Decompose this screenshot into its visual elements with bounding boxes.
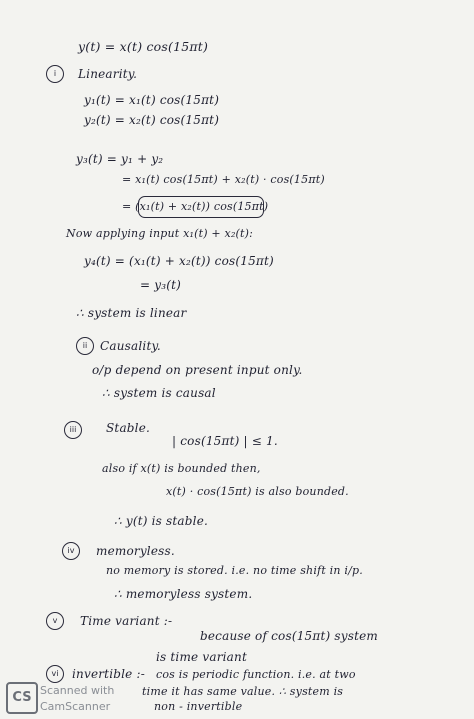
time-variant-heading: Time variant :- bbox=[80, 614, 173, 628]
stability-line-1: | cos(15πt) | ≤ 1. bbox=[172, 434, 278, 448]
linearity-line-2: y₂(t) = x₂(t) cos(15πt) bbox=[84, 113, 220, 127]
causality-line-1: o/p depend on present input only. bbox=[92, 363, 303, 377]
linearity-conclusion: ∴ system is linear bbox=[76, 306, 187, 320]
stability-heading: Stable. bbox=[106, 421, 151, 435]
linearity-line-8: = y₃(t) bbox=[140, 278, 182, 292]
memoryless-line-1: no memory is stored. i.e. no time shift in i/p. bbox=[106, 564, 363, 577]
invertible-line-3: non - invertible bbox=[154, 700, 243, 713]
stability-line-2: also if x(t) is bounded then, bbox=[102, 462, 261, 475]
item-number-2: ii bbox=[76, 337, 94, 355]
item-number-4: iv bbox=[62, 542, 80, 560]
item-number-1: i bbox=[46, 65, 64, 83]
stability-conclusion: ∴ y(t) is stable. bbox=[114, 514, 209, 528]
memoryless-heading: memoryless. bbox=[96, 544, 175, 558]
time-variant-line-1: because of cos(15πt) system bbox=[200, 629, 378, 643]
linearity-line-5: = (x₁(t) + x₂(t)) cos(15πt) bbox=[122, 200, 269, 213]
stability-line-3: x(t) · cos(15πt) is also bounded. bbox=[166, 485, 349, 498]
linearity-line-7: y₄(t) = (x₁(t) + x₂(t)) cos(15πt) bbox=[84, 254, 274, 268]
memoryless-conclusion: ∴ memoryless system. bbox=[114, 587, 253, 601]
system-equation: y(t) = x(t) cos(15πt) bbox=[78, 39, 209, 54]
linearity-line-1: y₁(t) = x₁(t) cos(15πt) bbox=[84, 93, 220, 107]
item-number-3: iii bbox=[64, 421, 82, 439]
causality-conclusion: ∴ system is causal bbox=[102, 386, 216, 400]
watermark-line-1: Scanned with bbox=[40, 684, 115, 697]
linearity-line-3: y₃(t) = y₁ + y₂ bbox=[76, 152, 164, 166]
factor-grouping-box bbox=[138, 196, 264, 218]
invertible-line-1: cos is periodic function. i.e. at two bbox=[156, 668, 356, 681]
linearity-heading: Linearity. bbox=[78, 67, 138, 81]
invertible-heading: invertible :- bbox=[72, 667, 145, 681]
time-variant-line-2: is time variant bbox=[156, 650, 247, 664]
item-number-6: vi bbox=[46, 665, 64, 683]
item-number-5: v bbox=[46, 612, 64, 630]
camscanner-logo: CS bbox=[6, 682, 38, 714]
invertible-line-2: time it has same value. ∴ system is bbox=[142, 685, 344, 698]
causality-heading: Causality. bbox=[100, 339, 161, 353]
watermark-line-2: CamScanner bbox=[40, 700, 111, 713]
linearity-line-4: = x₁(t) cos(15πt) + x₂(t) · cos(15πt) bbox=[122, 173, 325, 186]
linearity-line-6: Now applying input x₁(t) + x₂(t): bbox=[66, 227, 254, 240]
